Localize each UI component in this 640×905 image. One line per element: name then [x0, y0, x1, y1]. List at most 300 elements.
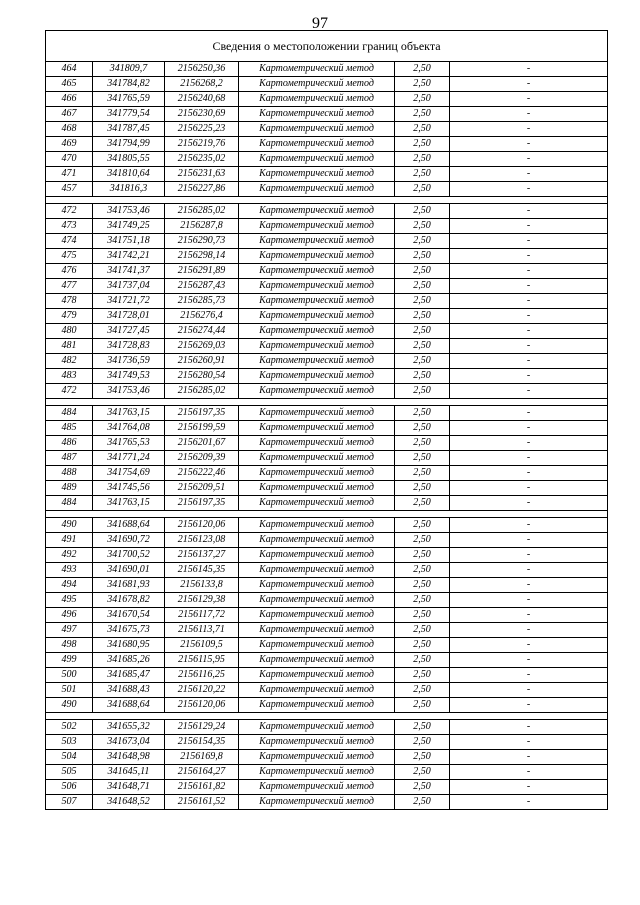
y-coordinate-cell: 2156250,36: [165, 62, 239, 77]
y-coordinate-cell: 2156154,35: [165, 735, 239, 750]
point-number-cell: 497: [46, 623, 93, 638]
method-cell: Картометрический метод: [239, 77, 395, 92]
y-coordinate-cell: 2156287,8: [165, 219, 239, 234]
x-coordinate-cell: 341736,59: [93, 354, 165, 369]
x-coordinate-cell: 341728,01: [93, 309, 165, 324]
x-coordinate-cell: 341680,95: [93, 638, 165, 653]
x-coordinate-cell: 341745,56: [93, 481, 165, 496]
method-cell: Картометрический метод: [239, 92, 395, 107]
method-cell: Картометрический метод: [239, 780, 395, 795]
description-cell: -: [450, 77, 608, 92]
method-cell: Картометрический метод: [239, 264, 395, 279]
table-row: [46, 466, 608, 481]
table-title: Сведения о местоположении границ объекта: [46, 31, 608, 62]
accuracy-cell: 2,50: [395, 698, 450, 713]
table-row: [46, 451, 608, 466]
x-coordinate-cell: 341688,43: [93, 683, 165, 698]
y-coordinate-cell: 2156209,51: [165, 481, 239, 496]
y-coordinate-cell: 2156129,24: [165, 720, 239, 735]
group-separator-cell: [46, 399, 608, 406]
table-row: [46, 384, 608, 399]
description-cell: -: [450, 384, 608, 399]
point-number-cell: 467: [46, 107, 93, 122]
table-row: [46, 593, 608, 608]
accuracy-cell: 2,50: [395, 638, 450, 653]
table-row: [46, 548, 608, 563]
method-cell: Картометрический метод: [239, 436, 395, 451]
y-coordinate-cell: 2156169,8: [165, 750, 239, 765]
method-cell: Картометрический метод: [239, 548, 395, 563]
y-coordinate-cell: 2156199,59: [165, 421, 239, 436]
accuracy-cell: 2,50: [395, 466, 450, 481]
x-coordinate-cell: 341749,53: [93, 369, 165, 384]
point-number-cell: 478: [46, 294, 93, 309]
accuracy-cell: 2,50: [395, 593, 450, 608]
accuracy-cell: 2,50: [395, 735, 450, 750]
point-number-cell: 496: [46, 608, 93, 623]
x-coordinate-cell: 341728,83: [93, 339, 165, 354]
x-coordinate-cell: 341779,54: [93, 107, 165, 122]
description-cell: -: [450, 354, 608, 369]
method-cell: Картометрический метод: [239, 481, 395, 496]
y-coordinate-cell: 2156161,82: [165, 780, 239, 795]
point-number-cell: 489: [46, 481, 93, 496]
y-coordinate-cell: 2156113,71: [165, 623, 239, 638]
table-row: [46, 122, 608, 137]
table-title-row: [46, 31, 608, 62]
description-cell: -: [450, 518, 608, 533]
x-coordinate-cell: 341816,3: [93, 182, 165, 197]
table-row: [46, 518, 608, 533]
table-row: [46, 563, 608, 578]
method-cell: Картометрический метод: [239, 309, 395, 324]
table-row: [46, 279, 608, 294]
point-number-cell: 491: [46, 533, 93, 548]
method-cell: Картометрический метод: [239, 765, 395, 780]
accuracy-cell: 2,50: [395, 578, 450, 593]
point-number-cell: 482: [46, 354, 93, 369]
table-row: [46, 750, 608, 765]
description-cell: -: [450, 638, 608, 653]
x-coordinate-cell: 341771,24: [93, 451, 165, 466]
point-number-cell: 504: [46, 750, 93, 765]
accuracy-cell: 2,50: [395, 481, 450, 496]
accuracy-cell: 2,50: [395, 182, 450, 197]
table-row: [46, 77, 608, 92]
table-row: [46, 294, 608, 309]
accuracy-cell: 2,50: [395, 795, 450, 810]
method-cell: Картометрический метод: [239, 279, 395, 294]
point-number-cell: 479: [46, 309, 93, 324]
group-separator-row: [46, 399, 608, 406]
description-cell: -: [450, 795, 608, 810]
table-row: [46, 578, 608, 593]
accuracy-cell: 2,50: [395, 533, 450, 548]
accuracy-cell: 2,50: [395, 421, 450, 436]
y-coordinate-cell: 2156230,69: [165, 107, 239, 122]
y-coordinate-cell: 2156285,02: [165, 204, 239, 219]
x-coordinate-cell: 341690,01: [93, 563, 165, 578]
accuracy-cell: 2,50: [395, 204, 450, 219]
table-row: [46, 735, 608, 750]
method-cell: Картометрический метод: [239, 384, 395, 399]
method-cell: Картометрический метод: [239, 167, 395, 182]
y-coordinate-cell: 2156285,73: [165, 294, 239, 309]
description-cell: -: [450, 683, 608, 698]
group-separator-cell: [46, 197, 608, 204]
description-cell: -: [450, 324, 608, 339]
y-coordinate-cell: 2156115,95: [165, 653, 239, 668]
x-coordinate-cell: 341648,71: [93, 780, 165, 795]
point-number-cell: 483: [46, 369, 93, 384]
accuracy-cell: 2,50: [395, 137, 450, 152]
group-separator-cell: [46, 511, 608, 518]
description-cell: -: [450, 780, 608, 795]
accuracy-cell: 2,50: [395, 309, 450, 324]
boundary-coordinates-table: [45, 30, 608, 810]
table-row: [46, 137, 608, 152]
accuracy-cell: 2,50: [395, 653, 450, 668]
x-coordinate-cell: 341645,11: [93, 765, 165, 780]
table-row: [46, 698, 608, 713]
table-row: [46, 608, 608, 623]
description-cell: -: [450, 107, 608, 122]
point-number-cell: 484: [46, 406, 93, 421]
description-cell: -: [450, 369, 608, 384]
accuracy-cell: 2,50: [395, 122, 450, 137]
y-coordinate-cell: 2156145,35: [165, 563, 239, 578]
method-cell: Картометрический метод: [239, 735, 395, 750]
accuracy-cell: 2,50: [395, 548, 450, 563]
accuracy-cell: 2,50: [395, 339, 450, 354]
point-number-cell: 494: [46, 578, 93, 593]
description-cell: -: [450, 533, 608, 548]
description-cell: -: [450, 496, 608, 511]
y-coordinate-cell: 2156231,63: [165, 167, 239, 182]
table-row: [46, 780, 608, 795]
description-cell: -: [450, 122, 608, 137]
x-coordinate-cell: 341763,15: [93, 406, 165, 421]
y-coordinate-cell: 2156120,22: [165, 683, 239, 698]
description-cell: -: [450, 167, 608, 182]
description-cell: -: [450, 204, 608, 219]
description-cell: -: [450, 436, 608, 451]
point-number-cell: 500: [46, 668, 93, 683]
method-cell: Картометрический метод: [239, 563, 395, 578]
x-coordinate-cell: 341810,64: [93, 167, 165, 182]
table-row: [46, 167, 608, 182]
accuracy-cell: 2,50: [395, 623, 450, 638]
description-cell: -: [450, 294, 608, 309]
y-coordinate-cell: 2156209,39: [165, 451, 239, 466]
point-number-cell: 498: [46, 638, 93, 653]
table-row: [46, 496, 608, 511]
table-row: [46, 234, 608, 249]
description-cell: -: [450, 421, 608, 436]
accuracy-cell: 2,50: [395, 518, 450, 533]
point-number-cell: 466: [46, 92, 93, 107]
table-row: [46, 182, 608, 197]
x-coordinate-cell: 341764,08: [93, 421, 165, 436]
table-row: [46, 219, 608, 234]
point-number-cell: 471: [46, 167, 93, 182]
method-cell: Картометрический метод: [239, 623, 395, 638]
description-cell: -: [450, 264, 608, 279]
method-cell: Картометрический метод: [239, 339, 395, 354]
table-row: [46, 264, 608, 279]
point-number-cell: 481: [46, 339, 93, 354]
description-cell: -: [450, 750, 608, 765]
x-coordinate-cell: 341787,45: [93, 122, 165, 137]
method-cell: Картометрический метод: [239, 249, 395, 264]
description-cell: -: [450, 279, 608, 294]
y-coordinate-cell: 2156274,44: [165, 324, 239, 339]
point-number-cell: 469: [46, 137, 93, 152]
description-cell: -: [450, 578, 608, 593]
x-coordinate-cell: 341673,04: [93, 735, 165, 750]
y-coordinate-cell: 2156235,02: [165, 152, 239, 167]
description-cell: -: [450, 653, 608, 668]
x-coordinate-cell: 341648,52: [93, 795, 165, 810]
table-row: [46, 436, 608, 451]
method-cell: Картометрический метод: [239, 496, 395, 511]
group-separator-row: [46, 511, 608, 518]
y-coordinate-cell: 2156268,2: [165, 77, 239, 92]
accuracy-cell: 2,50: [395, 608, 450, 623]
x-coordinate-cell: 341688,64: [93, 518, 165, 533]
method-cell: Картометрический метод: [239, 421, 395, 436]
y-coordinate-cell: 2156222,46: [165, 466, 239, 481]
y-coordinate-cell: 2156109,5: [165, 638, 239, 653]
x-coordinate-cell: 341737,04: [93, 279, 165, 294]
point-number-cell: 505: [46, 765, 93, 780]
method-cell: Картометрический метод: [239, 354, 395, 369]
y-coordinate-cell: 2156164,27: [165, 765, 239, 780]
table-row: [46, 720, 608, 735]
y-coordinate-cell: 2156161,52: [165, 795, 239, 810]
method-cell: Картометрический метод: [239, 518, 395, 533]
accuracy-cell: 2,50: [395, 152, 450, 167]
description-cell: -: [450, 92, 608, 107]
accuracy-cell: 2,50: [395, 369, 450, 384]
x-coordinate-cell: 341751,18: [93, 234, 165, 249]
y-coordinate-cell: 2156120,06: [165, 698, 239, 713]
x-coordinate-cell: 341681,93: [93, 578, 165, 593]
y-coordinate-cell: 2156197,35: [165, 496, 239, 511]
point-number-cell: 506: [46, 780, 93, 795]
table-row: [46, 354, 608, 369]
x-coordinate-cell: 341805,55: [93, 152, 165, 167]
accuracy-cell: 2,50: [395, 249, 450, 264]
point-number-cell: 485: [46, 421, 93, 436]
method-cell: Картометрический метод: [239, 593, 395, 608]
accuracy-cell: 2,50: [395, 750, 450, 765]
y-coordinate-cell: 2156120,06: [165, 518, 239, 533]
table-row: [46, 324, 608, 339]
y-coordinate-cell: 2156298,14: [165, 249, 239, 264]
x-coordinate-cell: 341727,45: [93, 324, 165, 339]
y-coordinate-cell: 2156276,4: [165, 309, 239, 324]
x-coordinate-cell: 341655,32: [93, 720, 165, 735]
x-coordinate-cell: 341765,59: [93, 92, 165, 107]
point-number-cell: 490: [46, 698, 93, 713]
table-row: [46, 668, 608, 683]
description-cell: -: [450, 234, 608, 249]
point-number-cell: 477: [46, 279, 93, 294]
x-coordinate-cell: 341675,73: [93, 623, 165, 638]
point-number-cell: 475: [46, 249, 93, 264]
method-cell: Картометрический метод: [239, 451, 395, 466]
description-cell: -: [450, 62, 608, 77]
description-cell: -: [450, 608, 608, 623]
description-cell: -: [450, 182, 608, 197]
x-coordinate-cell: 341753,46: [93, 384, 165, 399]
point-number-cell: 484: [46, 496, 93, 511]
accuracy-cell: 2,50: [395, 765, 450, 780]
accuracy-cell: 2,50: [395, 384, 450, 399]
table-row: [46, 339, 608, 354]
point-number-cell: 464: [46, 62, 93, 77]
accuracy-cell: 2,50: [395, 62, 450, 77]
description-cell: -: [450, 563, 608, 578]
point-number-cell: 503: [46, 735, 93, 750]
point-number-cell: 490: [46, 518, 93, 533]
method-cell: Картометрический метод: [239, 698, 395, 713]
point-number-cell: 495: [46, 593, 93, 608]
method-cell: Картометрический метод: [239, 324, 395, 339]
accuracy-cell: 2,50: [395, 279, 450, 294]
x-coordinate-cell: 341809,7: [93, 62, 165, 77]
accuracy-cell: 2,50: [395, 354, 450, 369]
table-row: [46, 62, 608, 77]
accuracy-cell: 2,50: [395, 107, 450, 122]
method-cell: Картометрический метод: [239, 204, 395, 219]
y-coordinate-cell: 2156240,68: [165, 92, 239, 107]
table-row: [46, 309, 608, 324]
accuracy-cell: 2,50: [395, 720, 450, 735]
x-coordinate-cell: 341742,21: [93, 249, 165, 264]
y-coordinate-cell: 2156117,72: [165, 608, 239, 623]
description-cell: -: [450, 249, 608, 264]
x-coordinate-cell: 341670,54: [93, 608, 165, 623]
description-cell: -: [450, 219, 608, 234]
accuracy-cell: 2,50: [395, 406, 450, 421]
point-number-cell: 457: [46, 182, 93, 197]
table-row: [46, 765, 608, 780]
point-number-cell: 502: [46, 720, 93, 735]
table-row: [46, 421, 608, 436]
table-row: [46, 623, 608, 638]
x-coordinate-cell: 341794,99: [93, 137, 165, 152]
table-row: [46, 481, 608, 496]
description-cell: -: [450, 735, 608, 750]
y-coordinate-cell: 2156280,54: [165, 369, 239, 384]
method-cell: Картометрический метод: [239, 608, 395, 623]
description-cell: -: [450, 765, 608, 780]
x-coordinate-cell: 341721,72: [93, 294, 165, 309]
x-coordinate-cell: 341685,26: [93, 653, 165, 668]
method-cell: Картометрический метод: [239, 182, 395, 197]
method-cell: Картометрический метод: [239, 720, 395, 735]
point-number-cell: 492: [46, 548, 93, 563]
point-number-cell: 507: [46, 795, 93, 810]
point-number-cell: 476: [46, 264, 93, 279]
accuracy-cell: 2,50: [395, 780, 450, 795]
accuracy-cell: 2,50: [395, 451, 450, 466]
point-number-cell: 472: [46, 204, 93, 219]
method-cell: Картометрический метод: [239, 234, 395, 249]
x-coordinate-cell: 341754,69: [93, 466, 165, 481]
description-cell: -: [450, 593, 608, 608]
description-cell: -: [450, 309, 608, 324]
method-cell: Картометрический метод: [239, 137, 395, 152]
group-separator-row: [46, 713, 608, 720]
point-number-cell: 501: [46, 683, 93, 698]
y-coordinate-cell: 2156291,89: [165, 264, 239, 279]
description-cell: -: [450, 451, 608, 466]
group-separator-cell: [46, 713, 608, 720]
table-row: [46, 107, 608, 122]
y-coordinate-cell: 2156227,86: [165, 182, 239, 197]
description-cell: -: [450, 720, 608, 735]
method-cell: Картометрический метод: [239, 294, 395, 309]
description-cell: -: [450, 623, 608, 638]
method-cell: Картометрический метод: [239, 578, 395, 593]
accuracy-cell: 2,50: [395, 563, 450, 578]
accuracy-cell: 2,50: [395, 683, 450, 698]
point-number-cell: 480: [46, 324, 93, 339]
y-coordinate-cell: 2156219,76: [165, 137, 239, 152]
method-cell: Картометрический метод: [239, 668, 395, 683]
accuracy-cell: 2,50: [395, 92, 450, 107]
y-coordinate-cell: 2156285,02: [165, 384, 239, 399]
y-coordinate-cell: 2156137,27: [165, 548, 239, 563]
table-row: [46, 204, 608, 219]
table-row: [46, 683, 608, 698]
accuracy-cell: 2,50: [395, 436, 450, 451]
description-cell: -: [450, 548, 608, 563]
x-coordinate-cell: 341700,52: [93, 548, 165, 563]
accuracy-cell: 2,50: [395, 219, 450, 234]
method-cell: Картометрический метод: [239, 219, 395, 234]
table-row: [46, 152, 608, 167]
point-number-cell: 470: [46, 152, 93, 167]
description-cell: -: [450, 698, 608, 713]
method-cell: Картометрический метод: [239, 795, 395, 810]
table-row: [46, 249, 608, 264]
description-cell: -: [450, 137, 608, 152]
point-number-cell: 472: [46, 384, 93, 399]
accuracy-cell: 2,50: [395, 668, 450, 683]
page-number: 97: [312, 15, 328, 32]
y-coordinate-cell: 2156116,25: [165, 668, 239, 683]
y-coordinate-cell: 2156287,43: [165, 279, 239, 294]
point-number-cell: 468: [46, 122, 93, 137]
point-number-cell: 486: [46, 436, 93, 451]
method-cell: Картометрический метод: [239, 107, 395, 122]
x-coordinate-cell: 341784,82: [93, 77, 165, 92]
y-coordinate-cell: 2156260,91: [165, 354, 239, 369]
table-row: [46, 795, 608, 810]
x-coordinate-cell: 341763,15: [93, 496, 165, 511]
x-coordinate-cell: 341648,98: [93, 750, 165, 765]
method-cell: Картометрический метод: [239, 683, 395, 698]
group-separator-row: [46, 197, 608, 204]
x-coordinate-cell: 341741,37: [93, 264, 165, 279]
method-cell: Картометрический метод: [239, 122, 395, 137]
point-number-cell: 474: [46, 234, 93, 249]
point-number-cell: 487: [46, 451, 93, 466]
